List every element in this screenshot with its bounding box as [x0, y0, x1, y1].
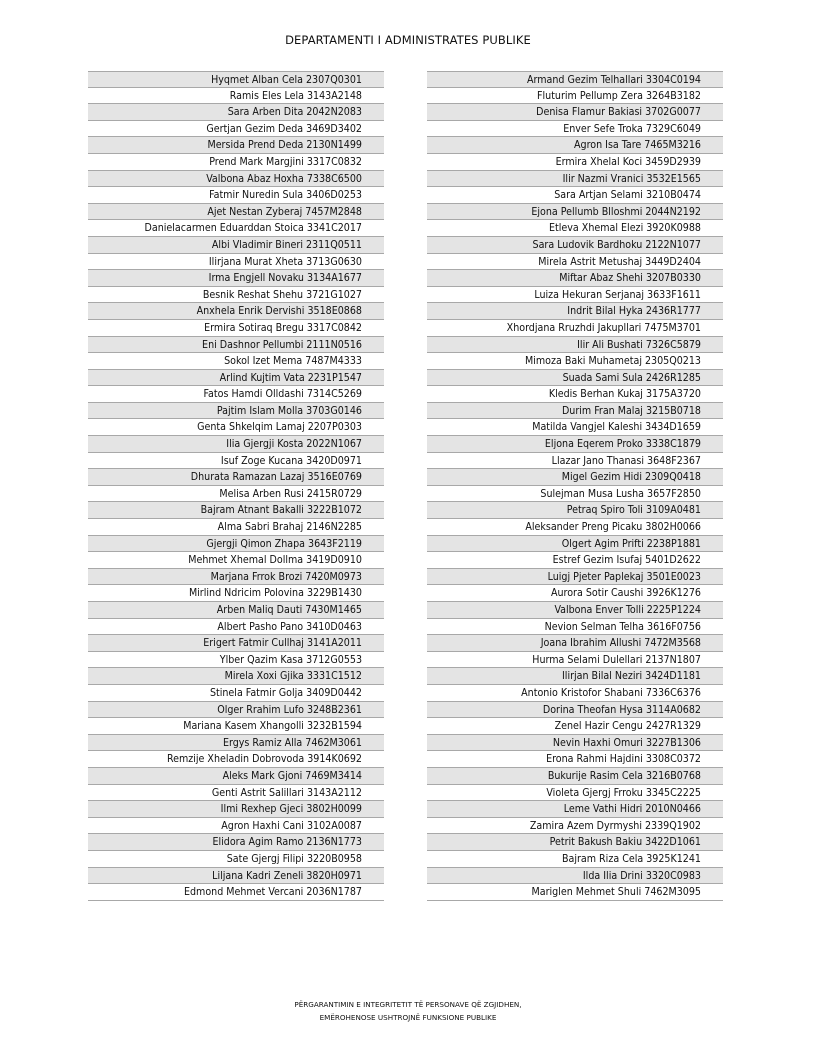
name-row: Gjergji Qimon Zhapa 3643F2119 — [88, 536, 384, 553]
name-row: Bajram Riza Cela 3925K1241 — [427, 851, 723, 868]
name-row: Mimoza Baki Muhametaj 2305Q0213 — [427, 353, 723, 370]
name-row: Anxhela Enrik Dervishi 3518E0868 — [88, 303, 384, 320]
name-row: Denisa Flamur Bakiasi 3702G0077 — [427, 104, 723, 121]
name-row: Dhurata Ramazan Lazaj 3516E0769 — [88, 469, 384, 486]
name-row: Etleva Xhemal Elezi 3920K0988 — [427, 220, 723, 237]
name-row: Luigj Pjeter Paplekaj 3501E0023 — [427, 569, 723, 586]
name-row: Ylber Qazim Kasa 3712G0553 — [88, 652, 384, 669]
name-row: Durim Fran Malaj 3215B0718 — [427, 403, 723, 420]
name-row: Hurma Selami Dulellari 2137N1807 — [427, 652, 723, 669]
name-row: Petrit Bakush Bakiu 3422D1061 — [427, 834, 723, 851]
name-row: Ilir Nazmi Vranici 3532E1565 — [427, 171, 723, 188]
name-row: Ilirjan Bilal Neziri 3424D1181 — [427, 668, 723, 685]
name-row: Petraq Spiro Toli 3109A0481 — [427, 502, 723, 519]
name-row: Nevin Haxhi Omuri 3227B1306 — [427, 735, 723, 752]
name-row: Zenel Hazir Cengu 2427R1329 — [427, 718, 723, 735]
name-row: Xhordjana Rruzhdi Jakupllari 7475M3701 — [427, 320, 723, 337]
name-row: Joana Ibrahim Allushi 7472M3568 — [427, 635, 723, 652]
name-row: Fluturim Pellump Zera 3264B3182 — [427, 88, 723, 105]
name-row: Enver Sefe Troka 7329C6049 — [427, 121, 723, 138]
name-row: Mirela Xoxi Gjika 3331C1512 — [88, 668, 384, 685]
name-row: Mersida Prend Deda 2130N1499 — [88, 137, 384, 154]
name-row: Liljana Kadri Zeneli 3820H0971 — [88, 868, 384, 885]
name-row: Ilmi Rexhep Gjeci 3802H0099 — [88, 801, 384, 818]
name-row: Gertjan Gezim Deda 3469D3402 — [88, 121, 384, 138]
page-title: DEPARTAMENTI I ADMINISTRATES PUBLIKE — [285, 33, 531, 47]
name-row: Dorina Theofan Hysa 3114A0682 — [427, 702, 723, 719]
name-row: Sara Artjan Selami 3210B0474 — [427, 187, 723, 204]
name-row: Elidora Agim Ramo 2136N1773 — [88, 834, 384, 851]
name-row: Sara Arben Dita 2042N2083 — [88, 104, 384, 121]
name-row: Marjana Frrok Brozi 7420M0973 — [88, 569, 384, 586]
name-row: Sulejman Musa Lusha 3657F2850 — [427, 486, 723, 503]
name-row: Genti Astrit Salillari 3143A2112 — [88, 785, 384, 802]
name-row: Nevion Selman Telha 3616F0756 — [427, 619, 723, 636]
name-row: Ilir Ali Bushati 7326C5879 — [427, 337, 723, 354]
right-name-column — [427, 71, 723, 901]
name-row: Olger Rrahim Lufo 3248B2361 — [88, 702, 384, 719]
name-row: Sokol Izet Mema 7487M4333 — [88, 353, 384, 370]
name-row: Zamira Azem Dyrmyshi 2339Q1902 — [427, 818, 723, 835]
name-row: Llazar Jano Thanasi 3648F2367 — [427, 453, 723, 470]
name-row: Genta Shkelqim Lamaj 2207P0303 — [88, 419, 384, 436]
name-row: Mariglen Mehmet Shuli 7462M3095 — [427, 884, 723, 901]
name-row: Ergys Ramiz Alla 7462M3061 — [88, 735, 384, 752]
name-row: Mirela Astrit Metushaj 3449D2404 — [427, 254, 723, 271]
name-row: Matilda Vangjel Kaleshi 3434D1659 — [427, 419, 723, 436]
name-row: Kledis Berhan Kukaj 3175A3720 — [427, 386, 723, 403]
name-row: Miftar Abaz Shehi 3207B0330 — [427, 270, 723, 287]
footer — [0, 998, 816, 1024]
name-row: Pajtim Islam Molla 3703G0146 — [88, 403, 384, 420]
name-row: Bajram Atnant Bakalli 3222B1072 — [88, 502, 384, 519]
name-row: Prend Mark Margjini 3317C0832 — [88, 154, 384, 171]
name-row: Aleksander Preng Picaku 3802H0066 — [427, 519, 723, 536]
name-row: Ermira Xhelal Koci 3459D2939 — [427, 154, 723, 171]
name-row: Ilda Ilia Drini 3320C0983 — [427, 868, 723, 885]
name-row: Migel Gezim Hidi 2309Q0418 — [427, 469, 723, 486]
name-row: Ilia Gjergji Kosta 2022N1067 — [88, 436, 384, 453]
name-row: Mariana Kasem Xhangolli 3232B1594 — [88, 718, 384, 735]
footer-line-2: EMËROHENOSE USHTROJNË FUNKSIONE PUBLIKE — [319, 1013, 497, 1022]
name-row: Eni Dashnor Pellumbi 2111N0516 — [88, 337, 384, 354]
name-row: Leme Vathi Hidri 2010N0466 — [427, 801, 723, 818]
name-row: Aleks Mark Gjoni 7469M3414 — [88, 768, 384, 785]
name-row: Fatmir Nuredin Sula 3406D0253 — [88, 187, 384, 204]
name-row: Fatos Hamdi Olldashi 7314C5269 — [88, 386, 384, 403]
name-row: Indrit Bilal Hyka 2436R1777 — [427, 303, 723, 320]
name-row: Armand Gezim Telhallari 3304C0194 — [427, 71, 723, 88]
name-row: Ajet Nestan Zyberaj 7457M2848 — [88, 204, 384, 221]
name-row: Irma Engjell Novaku 3134A1677 — [88, 270, 384, 287]
name-row: Olgert Agim Prifti 2238P1881 — [427, 536, 723, 553]
name-row: Suada Sami Sula 2426R1285 — [427, 370, 723, 387]
name-row: Estref Gezim Isufaj 5401D2622 — [427, 552, 723, 569]
name-row: Violeta Gjergj Frroku 3345C2225 — [427, 785, 723, 802]
name-row: Antonio Kristofor Shabani 7336C6376 — [427, 685, 723, 702]
name-row: Mehmet Xhemal Dollma 3419D0910 — [88, 552, 384, 569]
name-row: Luiza Hekuran Serjanaj 3633F1611 — [427, 287, 723, 304]
name-row: Erona Rahmi Hajdini 3308C0372 — [427, 751, 723, 768]
name-row: Erigert Fatmir Cullhaj 3141A2011 — [88, 635, 384, 652]
name-row: Valbona Enver Tolli 2225P1224 — [427, 602, 723, 619]
name-row: Bukurije Rasim Cela 3216B0768 — [427, 768, 723, 785]
name-row: Agron Isa Tare 7465M3216 — [427, 137, 723, 154]
name-row: Besnik Reshat Shehu 3721G1027 — [88, 287, 384, 304]
name-row: Sate Gjergj Filipi 3220B0958 — [88, 851, 384, 868]
name-row: Alma Sabri Brahaj 2146N2285 — [88, 519, 384, 536]
name-row: Ejona Pellumb Blloshmi 2044N2192 — [427, 204, 723, 221]
footer-line-1: PËRGARANTIMIN E INTEGRITETIT TË PERSONAVE QË ZGJIDHEN, — [294, 1000, 522, 1009]
name-row: Danielacarmen Eduarddan Stoica 3341C2017 — [88, 220, 384, 237]
name-row: Ermira Sotiraq Bregu 3317C0842 — [88, 320, 384, 337]
name-row: Eljona Eqerem Proko 3338C1879 — [427, 436, 723, 453]
name-row: Melisa Arben Rusi 2415R0729 — [88, 486, 384, 503]
name-row: Aurora Sotir Caushi 3926K1276 — [427, 585, 723, 602]
name-row: Ramis Eles Lela 3143A2148 — [88, 88, 384, 105]
name-row: Valbona Abaz Hoxha 7338C6500 — [88, 171, 384, 188]
name-row: Arlind Kujtim Vata 2231P1547 — [88, 370, 384, 387]
name-row: Agron Haxhi Cani 3102A0087 — [88, 818, 384, 835]
name-row: Stinela Fatmir Golja 3409D0442 — [88, 685, 384, 702]
name-row: Mirlind Ndricim Polovina 3229B1430 — [88, 585, 384, 602]
name-row: Isuf Zoge Kucana 3420D0971 — [88, 453, 384, 470]
name-row: Ilirjana Murat Xheta 3713G0630 — [88, 254, 384, 271]
name-row: Remzije Xheladin Dobrovoda 3914K0692 — [88, 751, 384, 768]
name-row: Arben Maliq Dauti 7430M1465 — [88, 602, 384, 619]
name-row: Albi Vladimir Bineri 2311Q0511 — [88, 237, 384, 254]
name-row: Hyqmet Alban Cela 2307Q0301 — [88, 71, 384, 88]
name-row: Albert Pasho Pano 3410D0463 — [88, 619, 384, 636]
name-row: Edmond Mehmet Vercani 2036N1787 — [88, 884, 384, 901]
name-row: Sara Ludovik Bardhoku 2122N1077 — [427, 237, 723, 254]
left-name-column — [88, 71, 384, 901]
